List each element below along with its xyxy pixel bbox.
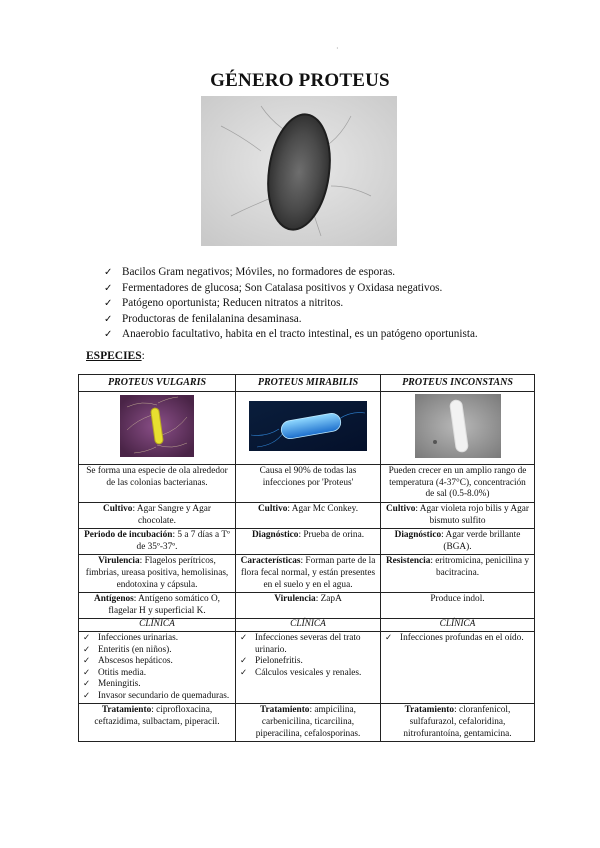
species-heading: ESPECIES: — [86, 350, 145, 362]
culture-cell: Cultivo: Agar Mc Conkey. — [236, 502, 381, 528]
clinica-label: CLÍNICA — [79, 619, 236, 632]
check-icon: ✓ — [104, 267, 113, 278]
check-icon: ✓ — [104, 298, 113, 310]
column-header: PROTEUS MIRABILIS — [236, 375, 381, 392]
list-item: ✓ Infecciones urinarias. — [83, 632, 179, 643]
page-mark: · — [336, 44, 339, 53]
culture-cell: Cultivo: Agar Sangre y Agar chocolate. — [79, 502, 236, 528]
list-item: ✓ Pielonefritis. — [240, 656, 303, 667]
table-row — [79, 502, 535, 528]
list-item: ✓ Invasor secundario de quemaduras. — [83, 690, 230, 701]
description-cell: Causa el 90% de todas las infecciones por 'Proteus' — [236, 465, 381, 503]
clinica-cell — [79, 631, 236, 704]
info-cell: Virulencia: ZapA — [236, 593, 381, 619]
treatment-cell: Tratamiento: ampicilina, carbenicilina, ticarcilina, piperacilina, cefalosporinas. — [236, 704, 381, 742]
species-table — [78, 374, 535, 742]
bacterium-micrograph — [201, 96, 397, 246]
description-cell: Se forma una especie de ola alrededor de las colonias bacterianas. — [79, 465, 236, 503]
check-icon: ✓ — [83, 656, 91, 667]
list-item: ✓ Meningitis. — [83, 679, 141, 690]
list-item: ✓ Infecciones profundas en el oído. — [385, 632, 524, 643]
check-icon: ✓ — [104, 329, 113, 341]
list-item: ✓ Otitis media. — [83, 667, 147, 678]
list-item: ✓ Patógeno oportunista; Reducen nitratos a nitritos. — [104, 296, 478, 312]
list-item: ✓ Productoras de fenilalanina desaminasa. — [104, 312, 478, 328]
check-icon: ✓ — [240, 632, 248, 643]
info-cell: Periodo de incubación: 5 a 7 días a Tº de 35º-37º. — [79, 529, 236, 555]
check-icon: ✓ — [83, 632, 91, 643]
table-row — [79, 619, 535, 632]
table-row — [79, 593, 535, 619]
check-icon: ✓ — [385, 632, 393, 643]
check-icon: ✓ — [240, 667, 248, 678]
check-icon: ✓ — [83, 690, 91, 701]
mirabilis-image — [236, 391, 381, 465]
check-icon: ✓ — [240, 656, 248, 667]
check-icon: ✓ — [83, 644, 91, 655]
info-cell: Diagnóstico: Agar verde brillante (BGA). — [381, 529, 535, 555]
clinica-cell — [381, 631, 535, 704]
check-icon: ✓ — [104, 282, 113, 294]
table-row — [79, 529, 535, 555]
inconstans-image — [381, 391, 535, 465]
table-row — [79, 465, 535, 503]
table-row — [79, 704, 535, 742]
features-list — [104, 265, 478, 343]
list-item: ✓ Abscesos hepáticos. — [83, 656, 173, 667]
clinica-cell — [236, 631, 381, 704]
info-cell: Características: Forman parte de la flora fecal normal, y están presentes en el suelo y en el agua. — [236, 555, 381, 593]
info-cell: Resistencia: eritromicina, penicilina y bacitracina. — [381, 555, 535, 593]
column-header: PROTEUS VULGARIS — [79, 375, 236, 392]
list-item: ✓ Bacilos Gram negativos; Móviles, no formadores de esporas. — [104, 265, 478, 281]
table-header-row — [79, 375, 535, 392]
description-cell: Pueden crecer en un amplio rango de temperatura (4-37°C), concentración de sal (0.5-8.0%) — [381, 465, 535, 503]
culture-cell: Cultivo: Agar violeta rojo bilis y Agar bismuto sulfito — [381, 502, 535, 528]
info-cell: Produce indol. — [381, 593, 535, 619]
info-cell: Antígenos: Antígeno somático O, flagelar H y superficial K. — [79, 593, 236, 619]
table-row — [79, 391, 535, 465]
treatment-cell: Tratamiento: ciprofloxacina, ceftazidima, sulbactam, piperacil. — [79, 704, 236, 742]
clinica-label: CLÍNICA — [236, 619, 381, 632]
table-row — [79, 555, 535, 593]
list-item: ✓ Anaerobio facultativo, habita en el tracto intestinal, es un patógeno oportunista. — [104, 327, 478, 343]
check-icon: ✓ — [83, 679, 91, 690]
check-icon: ✓ — [83, 667, 91, 678]
info-cell: Diagnóstico: Prueba de orina. — [236, 529, 381, 555]
list-item: ✓ Cálculos vesicales y renales. — [240, 667, 362, 678]
list-item: ✓ Enteritis (en niños). — [83, 644, 172, 655]
check-icon: ✓ — [104, 313, 113, 325]
page-title: GÉNERO PROTEUS — [210, 70, 390, 91]
treatment-cell: Tratamiento: cloranfenicol, sulfafurazol, cefaloridina, nitrofurantoína, gentamicina. — [381, 704, 535, 742]
list-item: ✓ Infecciones severas del trato urinario. — [240, 632, 361, 655]
clinica-label: CLÍNICA — [381, 619, 535, 632]
vulgaris-image — [79, 391, 236, 465]
table-row — [79, 631, 535, 704]
info-cell: Virulencia: Flagelos perítricos, fimbrias, ureasa positiva, hemolisinas, endotoxina y cápsula. — [79, 555, 236, 593]
list-item: ✓ Fermentadores de glucosa; Son Catalasa positivos y Oxidasa negativos. — [104, 281, 478, 297]
column-header: PROTEUS INCONSTANS — [381, 375, 535, 392]
